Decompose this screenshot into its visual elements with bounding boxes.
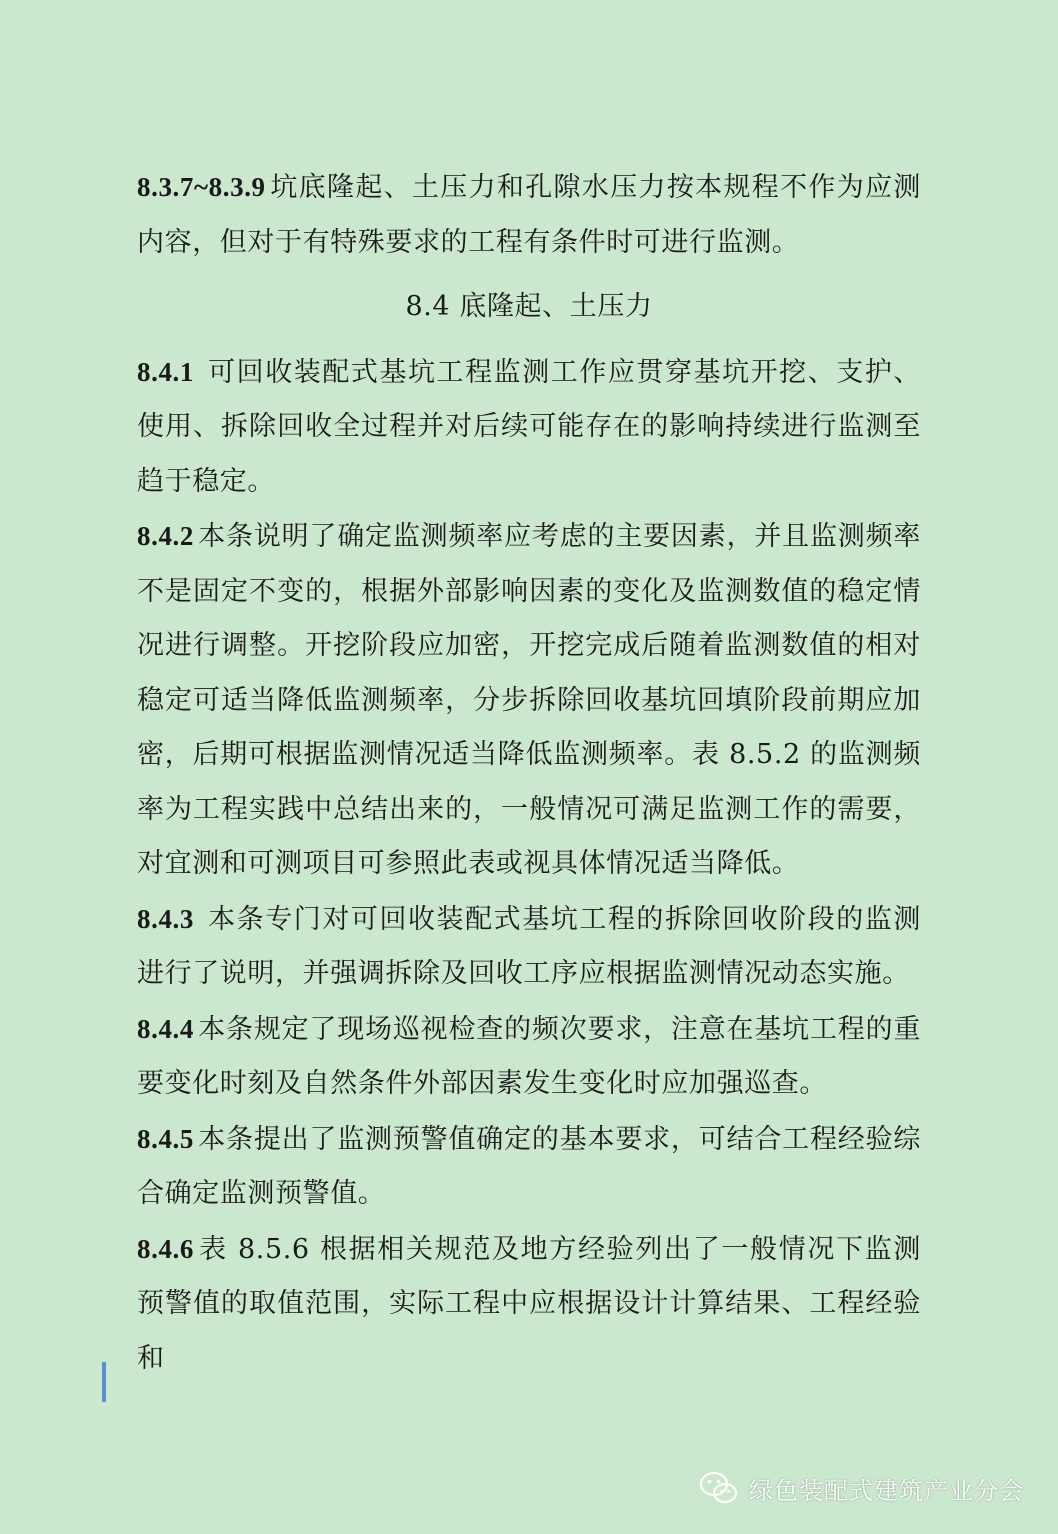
clause-8-4-5 [137, 1112, 921, 1222]
clause-8-4-1 [137, 345, 921, 510]
clause-number: 8.4.2 [137, 521, 194, 551]
document-body [137, 160, 921, 1386]
clause-text: 表 8.5.6 根据相关规范及地方经验列出了一般情况下监测预警值的取值范围，实际工程中应根据设计计算结果、工程经验和 [137, 1233, 921, 1374]
clause-text: 本条专门对可回收装配式基坑工程的拆除回收阶段的监测进行了说明，并强调拆除及回收工序应根据监测情况动态实施。 [137, 903, 921, 989]
clause-number: 8.4.4 [137, 1013, 194, 1044]
text-cursor [102, 1362, 106, 1402]
clause-text: 坑底隆起、土压力和孔隙水压力按本规程不作为应测内容，但对于有特殊要求的工程有条件时可进行监测。 [137, 172, 921, 258]
clause-text: 本条提出了监测预警值确定的基本要求，可结合工程经验综合确定监测预警值。 [137, 1123, 921, 1209]
clause-8-4-3 [137, 892, 921, 1002]
watermark-text: 绿色装配式建筑产业分会 [749, 1476, 1024, 1505]
clause-number: 8.4.5 [137, 1123, 194, 1154]
clause-text: 本条说明了确定监测频率应考虑的主要因素，并且监测频率不是固定不变的，根据外部影响因素的变化及监测数值的稳定情况进行调整。开挖阶段应加密，开挖完成后随着监测数值的相对稳定可适当降低监测频率，分步拆除回收基坑回填阶段前期应加密，后期可根据监测情况适当降低监测频率。表 8.5.2 的监测频率为工程实践中总结出来的，一般情况可满足监测工作的需要，对宜测和可测项目可参照此表或视具体情况适当降低。 [137, 521, 921, 879]
section-heading: 8.4 底隆起、土压力 [405, 291, 653, 322]
clause-number: 8.4.6 [137, 1233, 194, 1264]
clause-8-4-2 [137, 509, 921, 892]
clause-8-3-7 [137, 160, 921, 270]
watermark [699, 1468, 1024, 1508]
clause-8-4-4 [137, 1002, 921, 1112]
clause-text: 可回收装配式基坑工程监测工作应贯穿基坑开挖、支护、使用、拆除回收全过程并对后续可能存在的影响持续进行监测至趋于稳定。 [137, 356, 921, 497]
clause-text: 本条规定了现场巡视检查的频次要求，注意在基坑工程的重要变化时刻及自然条件外部因素发生变化时应加强巡查。 [137, 1013, 921, 1099]
clause-number: 8.4.1 [137, 356, 194, 387]
clause-number: 8.3.7~8.3.9 [137, 172, 266, 202]
wechat-icon [699, 1471, 739, 1505]
clause-number: 8.4.3 [137, 903, 194, 934]
clause-8-4-6 [137, 1222, 921, 1387]
